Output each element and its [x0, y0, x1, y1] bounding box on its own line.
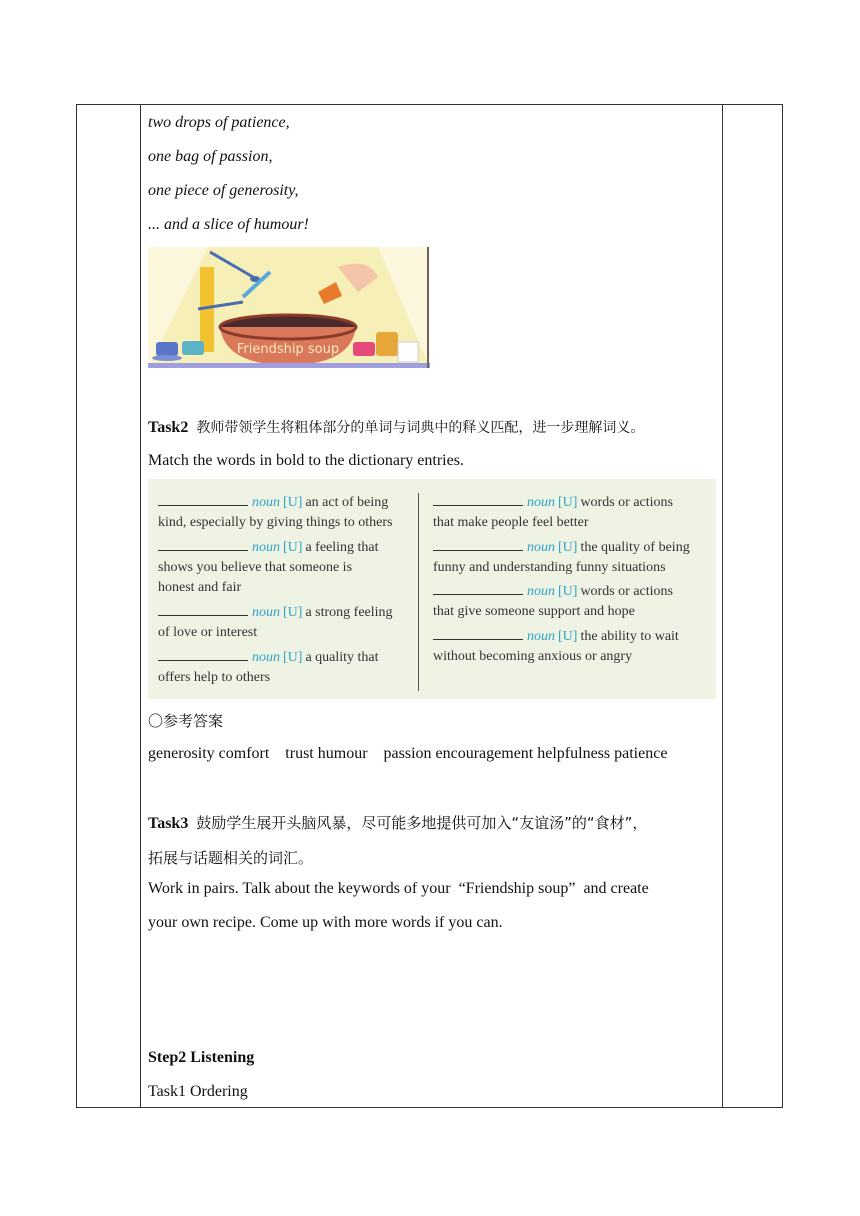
task3-instruction-en-2: your own recipe. Come up with more words if you can.: [148, 914, 503, 931]
task3-instruction-cn-2: 拓展与话题相关的词汇。: [148, 849, 314, 867]
dictionary-entry: noun [U] a feeling that shows you believe that someone is honest and fair: [158, 540, 379, 595]
dictionary-divider: [418, 493, 419, 691]
poem-line: two drops of patience,: [148, 114, 290, 131]
step2-heading: Step2 Listening: [148, 1049, 255, 1066]
answers-text: generosity comfort trust humour passion encouragement helpfulness patience: [148, 745, 668, 762]
answer-blank: [433, 627, 523, 640]
pot-label: Friendship soup: [236, 342, 340, 357]
poem-line: one piece of generosity,: [148, 182, 299, 199]
task3-instruction-cn-1: 鼓励学生展开头脑风暴，尽可能多地提供可加入“友谊汤”的“食材”，: [196, 814, 648, 832]
task2-instruction-cn: 教师带领学生将粗体部分的单词与词典中的释义匹配，进一步理解词义。: [196, 420, 645, 436]
column-divider-left: [140, 105, 141, 1107]
dictionary-entry: noun [U] words or actions that give someone support and hope: [433, 584, 673, 619]
answer-blank: [433, 538, 523, 551]
task3-instruction-en-1: Work in pairs. Talk about the keywords of your “Friendship soup” and create: [148, 880, 649, 897]
dictionary-entry: noun [U] a quality that offers help to others: [158, 650, 379, 685]
dictionary-entry: noun [U] a strong feeling of love or interest: [158, 605, 393, 640]
dictionary-entry: noun [U] the quality of being funny and understanding funny situations: [433, 540, 690, 575]
column-divider-right: [722, 105, 723, 1107]
dictionary-entry: noun [U] the ability to wait without becoming anxious or angry: [433, 629, 679, 664]
dictionary-entry: noun [U] an act of being kind, especially by giving things to others: [158, 495, 393, 530]
step2-task1: Task1 Ordering: [148, 1083, 248, 1100]
task2-instruction-en: Match the words in bold to the dictionary entries.: [148, 452, 464, 469]
dictionary-entries-box: [148, 479, 716, 699]
task3-heading: [148, 812, 647, 833]
answer-blank: [158, 603, 248, 616]
answer-blank: [158, 648, 248, 661]
answer-blank: [158, 538, 248, 551]
task3-title: Task3: [148, 815, 189, 832]
task2-title: Task2: [148, 419, 189, 436]
friendship-soup-illustration: [148, 247, 430, 368]
answer-blank: [433, 582, 523, 595]
poem-line: ... and a slice of humour!: [148, 216, 309, 233]
task2-heading: [148, 417, 644, 437]
lesson-table: [76, 104, 783, 1108]
answer-blank: [158, 493, 248, 506]
answers-label: 〇参考答案: [148, 712, 224, 730]
poem-line: one bag of passion,: [148, 148, 273, 165]
answer-blank: [433, 493, 523, 506]
dictionary-entry: noun [U] words or actions that make people feel better: [433, 495, 673, 530]
